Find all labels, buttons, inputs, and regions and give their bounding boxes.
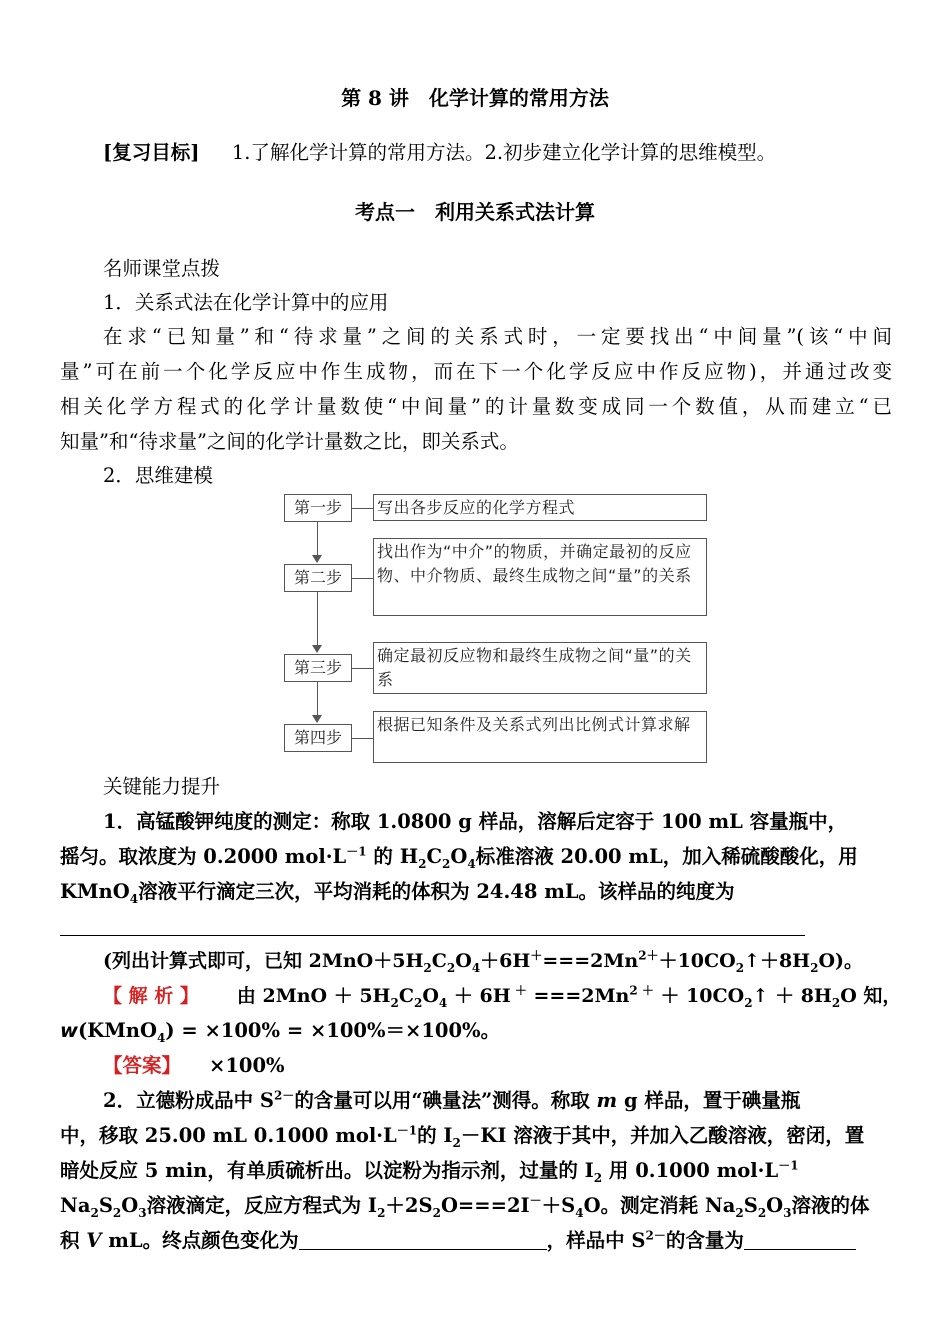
q2-sup: － — [529, 1193, 542, 1208]
step-4-label: 第四步 — [284, 724, 352, 752]
flow-arrow-icon — [312, 715, 322, 723]
point1-heading: 1．关系式法在化学计算中的应用 — [103, 291, 389, 314]
flow-line — [317, 521, 318, 556]
q2-text: O。测定消耗 Na — [583, 1194, 736, 1217]
objectives-text: 1.了解化学计算的常用方法。2.初步建立化学计算的思维模型。 — [231, 141, 777, 164]
step-1-text: 写出各步反应的化学方程式 — [373, 494, 707, 521]
q1-answer-blank[interactable] — [60, 935, 805, 936]
q1-answer-text: ×100% — [209, 1054, 285, 1077]
step-connector — [351, 578, 373, 579]
q1-line: KMnO$_4$溶液平行滴定三次，平均消耗的体积为 24.48 mL。该样品的纯度为 — [60, 880, 735, 906]
q1-analysis: 【 解 析 】 由 $2MnO + 5H_2C_2O_4 + 6H$ $^+ ===2Mn^{2 +}$ ＋ $10CO_2↑ + 8H_2O$ 知， — [103, 983, 902, 1010]
q2-line — [103, 1087, 892, 1115]
q2-sup: －1 — [396, 1123, 418, 1138]
q2-text: 溶液的体 — [791, 1194, 870, 1217]
q2-line: 暗处反应 5 min，有单质硫析出。以淀粉为指示剂，过量的 $I_2$ 用 0.1000 $mol\cdot L^{-1}$ — [60, 1158, 799, 1185]
q2-text: 2．立德粉成品中 S — [103, 1089, 274, 1112]
q2-var-v: V — [86, 1229, 102, 1252]
point2-heading: 2．思维建模 — [103, 464, 213, 487]
q2-text: g 样品，置于碘量瓶 — [617, 1089, 801, 1112]
flow-arrow-icon — [312, 645, 322, 653]
q2-text: 暗处反应 5 min，有单质硫析出。以淀粉为指示剂，过量的 I — [60, 1159, 594, 1182]
analysis-label: 【 解 析 】 — [103, 985, 199, 1007]
q2-text: 的含量为 — [665, 1229, 744, 1252]
q1-hint: (列出计算式即可，已知 $2MnO+5H_2C_2O_4+6H^+===2Mn^{2+}+10CO_2↑+8H_2O$)。 — [103, 948, 864, 975]
flow-arrow-icon — [312, 555, 322, 563]
q2-text: 的含量可以用“碘量法”测得。称取 — [294, 1089, 597, 1112]
q1-text: (列出计算式即可，已知 2MnO＋5H — [103, 950, 424, 972]
q1-text: O 知， — [840, 985, 902, 1007]
q1-answer — [103, 1052, 892, 1080]
key-ability-heading: 关键能力提升 — [103, 775, 221, 798]
q2-line — [60, 1227, 892, 1255]
q1-text: 由 2MnO ＋ 5H — [236, 985, 391, 1007]
q2-line: $Na_2S_2O_3$溶液滴定，反应方程式为 $I_2+2S_2O===2I^-+S_4O$。测定消耗 $Na_2S_2O_3$溶液的体 — [60, 1193, 870, 1220]
step-3-text: 确定最初反应物和最终生成物之间“量”的关系 — [373, 642, 707, 694]
objectives-label: [复习目标] — [103, 141, 200, 164]
q2-text: －KI 溶液于其中，并加入乙酸溶液，密闭，置 — [460, 1124, 865, 1147]
point1-line: 相关化学方程式的化学计量数使“中间量”的计量数变成同一个数值，从而建立“已 — [60, 395, 892, 418]
section-title: 考点一 利用关系式法计算 — [355, 200, 595, 224]
point1-line: 知量”和“待求量”之间的化学计量数之比，即关系式。 — [60, 430, 519, 453]
q2-text: 溶液滴定，反应方程式为 I — [146, 1194, 378, 1217]
point1-line: 在求“已知量”和“待求量”之间的关系式时，一定要找出“中间量”(该“中间 — [103, 325, 892, 348]
q2-text: Na — [60, 1194, 91, 1217]
step-connector — [351, 668, 373, 669]
point1-line: 量”可在前一个化学反应中作生成物，而在下一个化学反应中作反应物)，并通过改变 — [60, 360, 892, 383]
q2-text: ＋S — [541, 1194, 576, 1217]
q2-text: 的 I — [417, 1124, 453, 1147]
q1-text: (KMnO — [78, 1019, 157, 1042]
q1-text: 标准溶液 20.00 mL，加入稀硫酸酸化，用 — [475, 845, 858, 868]
step-3-label: 第三步 — [284, 654, 352, 682]
q1-sup: －1 — [346, 844, 367, 859]
q1-text: KMnO — [60, 880, 130, 903]
q2-line: 中，移取 25.00 mL 0.1000 $mol\cdot L^{-1}$的 $I_2-KI$ 溶液于其中，并加入乙酸溶液，密闭，置 — [60, 1123, 865, 1150]
answer-label: 【答案】 — [103, 1054, 182, 1077]
step-1-label: 第一步 — [284, 494, 352, 522]
review-objectives — [103, 139, 892, 167]
step-connector — [351, 508, 373, 509]
s2-content-blank[interactable] — [744, 1231, 856, 1250]
q2-text: 用 0.1000 mol·L — [602, 1159, 779, 1182]
q1-formula: w(KMnO$_4$) = ×100% = ×100%＝×100%。 — [60, 1019, 501, 1045]
step-connector — [351, 738, 373, 739]
q2-text: ，样品中 S — [546, 1229, 646, 1252]
q1-text: 摇匀。取浓度为 0.2000 mol·L — [60, 845, 347, 868]
color-change-blank[interactable] — [299, 1231, 547, 1250]
q2-var-m: m — [596, 1089, 618, 1112]
q1-text: O)。 — [818, 950, 864, 972]
q2-text: O===2I — [440, 1194, 530, 1217]
flow-line — [317, 681, 318, 716]
step-4-text: 根据已知条件及关系式列出比例式计算求解 — [373, 711, 707, 763]
q1-line: 1．高锰酸钾纯度的测定：称取 1.0800 g 样品，溶解后定容于 100 mL 容量瓶中， — [103, 810, 848, 833]
q1-text: 的 H — [366, 845, 419, 868]
q2-sup: 2－ — [273, 1088, 295, 1103]
teacher-tips-heading: 名师课堂点拨 — [103, 257, 221, 280]
q1-line: 摇匀。取浓度为 0.2000 $mol\cdot L^{-1}$ 的 $H_2C_2O_4$标准溶液 20.00 mL，加入稀硫酸酸化，用 — [60, 844, 858, 871]
q2-text: mL。终点颜色变化为 — [101, 1229, 299, 1252]
q2-sup: 2－ — [645, 1228, 666, 1243]
q2-sup: －1 — [778, 1158, 799, 1173]
q1-text: 溶液平行滴定三次，平均消耗的体积为 24.48 mL。该样品的纯度为 — [138, 880, 735, 903]
flow-line — [317, 591, 318, 646]
q2-text: 中，移取 25.00 mL 0.1000 mol·L — [60, 1124, 397, 1147]
step-2-text: 找出作为“中介”的物质，并确定最初的反应物、中介物质、最终生成物之间“量”的关系 — [373, 538, 707, 616]
w-symbol: w — [60, 1019, 79, 1042]
q2-text: 积 — [60, 1229, 87, 1252]
q1-text: ) = ×100% = ×100%＝×100%。 — [165, 1019, 501, 1042]
step-2-label: 第二步 — [284, 564, 352, 592]
page-title: 第 8 讲 化学计算的常用方法 — [341, 86, 609, 110]
